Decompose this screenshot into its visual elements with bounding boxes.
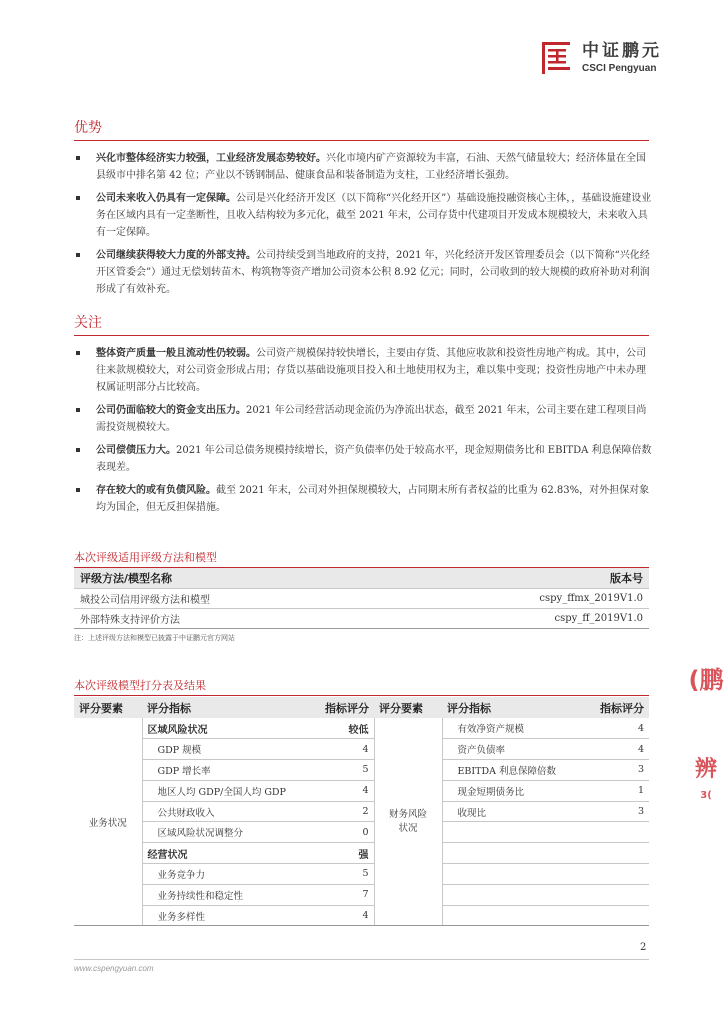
- concern-item-lead: 公司仍面临较大的资金支出压力。: [96, 405, 246, 416]
- method-note: 注：上述评级方法和模型已披露于中证鹏元官方网站: [74, 634, 235, 642]
- advantage-item-lead: 兴化市整体经济实力较强，工业经济发展态势较好。: [96, 153, 326, 164]
- concern-item-text: 截至 2021 年末，公司对外担保规模较大，占同期末所有者权益的比重为 62.83%，对外担保对象均为国企，但无反担保措施。: [96, 485, 650, 513]
- indicator-label: EBITDA 利息保障倍数: [442, 760, 587, 781]
- method-table: [74, 568, 649, 629]
- indicator-score: 2: [312, 801, 374, 822]
- indicator-score: 4: [587, 718, 649, 739]
- footer-url-link[interactable]: www.cspengyuan.com: [74, 964, 154, 973]
- advantage-item-text: 公司是兴化经济开发区（以下简称“兴化经开区”）基础设施投融资核心主体，，基础设施建设业务在区域内具有一定垄断性，且收入结构较为多元化，截至 2021 年末，公司存货中代建项目开发成本规模较大，未来收入具有一定保障。: [96, 193, 652, 238]
- table-row: [74, 760, 649, 781]
- financial-group-line1: 财务风险: [388, 808, 427, 820]
- table-row: [74, 718, 649, 739]
- score-section-heading: 本次评级模型打分表及结果: [74, 679, 649, 696]
- seal-stamp-top: (鹏: [688, 666, 724, 694]
- indicator-score: 较低: [312, 718, 374, 739]
- indicator-label: 有效净资产规模: [442, 718, 587, 739]
- score-header-indicator: 评分指标: [442, 697, 587, 718]
- advantage-item: [74, 150, 652, 184]
- indicator-score: 4: [587, 739, 649, 760]
- table-row: [74, 609, 649, 629]
- company-logo: [540, 40, 662, 76]
- footer-divider: [74, 959, 649, 960]
- seal-stamp-mid: 辨: [694, 757, 717, 782]
- indicator-category: 区域风险状况: [142, 718, 312, 739]
- score-table: [74, 697, 649, 926]
- seal-stamp-bottom: 3(: [700, 790, 712, 801]
- indicator-score: 强: [312, 843, 374, 864]
- score-header-factor: 评分要素: [374, 697, 442, 718]
- indicator-score: 4: [312, 739, 374, 760]
- indicator-score: 7: [312, 884, 374, 905]
- indicator-score: 4: [312, 905, 374, 926]
- indicator-score: 5: [312, 760, 374, 781]
- score-header-score: 指标评分: [312, 697, 374, 718]
- advantage-item-text: 兴化市境内矿产资源较为丰富，石油、天然气储量较大；经济体量在全国县级市中排名第 42 位；产业以不锈钢制品、健康食品和装备制造为支柱，工业经济增长强劲。: [96, 153, 646, 181]
- concern-item-lead: 公司偿债压力大。: [96, 445, 176, 456]
- table-row: [74, 905, 649, 926]
- concerns-list: [74, 345, 652, 522]
- advantage-item: [74, 190, 652, 241]
- score-header-score: 指标评分: [587, 697, 649, 718]
- concern-item-text: 2021 年公司经营活动现金流仍为净流出状态，截至 2021 年末，公司主要在建工程项目尚需投资规模较大。: [96, 405, 647, 433]
- method-name-header: 评级方法/模型名称: [74, 568, 391, 589]
- concern-item: [74, 442, 652, 476]
- indicator-category: 经营状况: [142, 843, 312, 864]
- table-row: [74, 801, 649, 822]
- score-header-indicator: 评分指标: [142, 697, 312, 718]
- logo-mark-icon: [540, 40, 572, 76]
- indicator-label: 公共财政收入: [142, 801, 312, 822]
- concern-item: [74, 402, 652, 436]
- brand-name-cn: 中证鹏元: [582, 41, 662, 61]
- indicator-label: 区域风险状况调整分: [142, 822, 312, 843]
- indicator-label: 现金短期债务比: [442, 780, 587, 801]
- table-row: [74, 822, 649, 843]
- concern-item-lead: 整体资产质量一般且流动性仍较弱。: [96, 348, 256, 359]
- table-row: [74, 589, 649, 609]
- indicator-label: 业务竞争力: [142, 864, 312, 885]
- table-row: [74, 739, 649, 760]
- concern-item-lead: 存在较大的或有负债风险。: [96, 485, 216, 496]
- concern-item: [74, 482, 652, 516]
- indicator-score: 1: [587, 780, 649, 801]
- indicator-score: 0: [312, 822, 374, 843]
- method-version-cell: cspy_ff_2019V1.0: [391, 609, 649, 629]
- method-name-cell: 城投公司信用评级方法和模型: [74, 589, 391, 609]
- indicator-label: GDP 规模: [142, 739, 312, 760]
- concerns-heading: 关注: [74, 314, 649, 336]
- brand-name-en: CSCI Pengyuan: [582, 63, 657, 74]
- table-row: [74, 884, 649, 905]
- table-row: [74, 864, 649, 885]
- table-row: [74, 843, 649, 864]
- concern-item: [74, 345, 652, 396]
- financial-group-label: [374, 718, 442, 926]
- method-version-header: 版本号: [391, 568, 649, 589]
- method-name-cell: 外部特殊支持评价方法: [74, 609, 391, 629]
- indicator-label: GDP 增长率: [142, 760, 312, 781]
- business-group-label: 业务状况: [74, 718, 142, 926]
- advantage-item-text: 公司持续受到当地政府的支持，2021 年，兴化经济开发区管理委员会（以下简称“兴化经开区管委会”）通过无偿划转苗木、构筑物等资产增加公司资本公积 8.92 亿元；同时，公司收到的较大规模的政府补助对利润形成了有效补充。: [96, 250, 650, 295]
- concern-item-text: 2021 年公司总债务规模持续增长，资产负债率仍处于较高水平，现金短期债务比和 EBITDA 利息保障倍数表现差。: [96, 445, 652, 473]
- advantages-heading: 优势: [74, 119, 649, 141]
- score-header-factor: 评分要素: [74, 697, 142, 718]
- method-section-heading: 本次评级适用评级方法和模型: [74, 551, 649, 568]
- page-number: 2: [640, 942, 647, 953]
- advantage-item: [74, 247, 652, 298]
- indicator-score: 5: [312, 864, 374, 885]
- indicator-score: 4: [312, 780, 374, 801]
- indicator-label: 资产负债率: [442, 739, 587, 760]
- financial-group-line2: 状况: [398, 822, 418, 834]
- indicator-label: 收现比: [442, 801, 587, 822]
- advantages-list: [74, 150, 652, 304]
- indicator-label: 业务持续性和稳定性: [142, 884, 312, 905]
- advantage-item-lead: 公司继续获得较大力度的外部支持。: [96, 250, 256, 261]
- method-version-cell: cspy_ffmx_2019V1.0: [391, 589, 649, 609]
- advantage-item-lead: 公司未来收入仍具有一定保障。: [96, 193, 236, 204]
- indicator-score: 3: [587, 801, 649, 822]
- indicator-label: 业务多样性: [142, 905, 312, 926]
- indicator-score: 3: [587, 760, 649, 781]
- table-row: [74, 780, 649, 801]
- concern-item-text: 公司资产规模保持较快增长，主要由存货、其他应收款和投资性房地产构成。其中，公司往来款规模较大，对公司资金形成占用；存货以基础设施项目投入和土地使用权为主，难以集中变现；投资性房地产中未办理权属证明部分占比较高。: [96, 348, 646, 393]
- indicator-label: 地区人均 GDP/全国人均 GDP: [142, 780, 312, 801]
